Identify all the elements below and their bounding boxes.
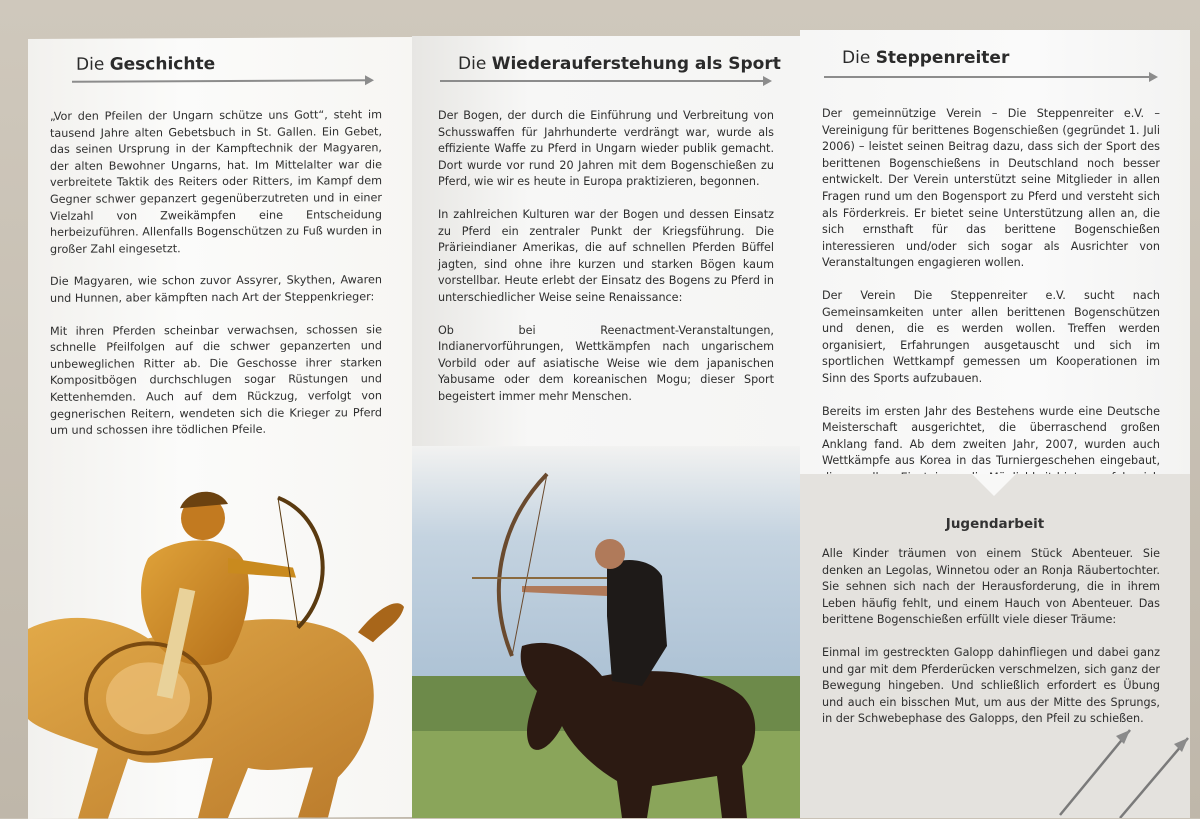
heading-wiederauferstehung: Die Wiederauferstehung als Sport [458,54,781,74]
heading-rule [824,76,1156,78]
paragraph: Bereits im ersten Jahr des Bestehens wurde eine Deutsche Meisterschaft ausgerichtet, die überraschend großen Anklang fand. Ab dem zweiten Jahr, 2007, wurden auch Wettkämpfe aus Korea in das Turniergeschehen eingebaut, [822,404,1160,468]
panel-steppenreiter [800,30,1190,818]
paragraph: „Vor den Pfeilen der Ungarn schütze uns Gott“, steht im tausend Jahre alten Gebetsbuch in St. Gallen. Ein Gebet, das seinen Ursprung in der Kampftechnik der Magyaren, der alten Bewohner Ungarns, hat. Im Mittelalter war die verbreitete Taktik des Reiters oder Ritters, im Kampf dem Gegner schwer gepanzert gegenüberzutreten und in einer Vielzahl von Zweikämpfen eine Entscheidung herbeizuführen. Allenfalls Bogenschützen zu Fuß wurden in großer Zahl eingesetzt. [50,108,382,256]
paragraph: Mit ihren Pferden scheinbar verwachsen, schossen sie schnelle Pfeilfolgen auf die schwer gepanzerten und unbeweglichen Ritter ab. Die Geschosse ihrer starken Kompositbögen durchschlugen sogar Rüstungen und Kettenhemden. Auch auf dem Rückzug, verfolgt von gegnerischen Reitern, wendeten sich die Krieger zu Pferd um und schossen ihre tödlichen Pfeile. [50,322,382,437]
body-text [822,106,1160,519]
heading-steppenreiter: Die Steppenreiter [842,48,1010,68]
jugendarbeit-text [822,546,1160,744]
paragraph: Der gemeinnützige Verein – Die Steppenreiter e.V. – Vereinigung für berittenes Bogenschießen (gegründet 1. Juli 2006) – leistet seinen Beitrag dazu, dass sich der Sport des berittenen Bogenschießens in Deutschland noch besser entwickelt. Der Verein unterstützt seine Mitglieder in allen Fragen rund um den Bogensport zu Pferd und versteht sich als Förderkreis. Er bietet seine Unterstützung allen an, die sich ernsthaft für das berittene Bogenschießen interessieren und/oder sich sogar als Ausrichter von Veranstaltungen engagieren wollen. [822,107,1160,270]
heading-geschichte: Die Geschichte [76,54,216,75]
arrows-icon [1050,720,1190,818]
mounted-archer-illustration [28,437,414,819]
paragraph: Einmal im gestreckten Galopp dahinfliegen und dabei ganz und gar mit dem Pferderücken verschmelzen, sich ganz der Bewegung hingeben. Und schließlich erfordert es Übung und auch ein bisschen Mut, um aus der Mitte des Sprungs, in der Schwebephase des Galopps, den Pfeil zu schießen. [822,645,1160,726]
heading-rule [440,80,770,82]
body-text [438,108,774,422]
horseback-archer-photo [412,446,802,818]
paragraph: Der Verein Die Steppenreiter e.V. sucht nach Gemeinsamkeiten unter allen berittenen Bogenschützen und denen, die es werden wollen. Treffen werden organisiert, Erfahrungen ausgetauscht und sich im sportlichen Wettkampf gemessen um Kooperationen im Sinn des Sports aufzubauen. [822,288,1160,385]
body-text [50,107,382,455]
panel-geschichte [28,37,414,819]
heading-jugendarbeit: Jugendarbeit [945,516,1045,532]
paragraph: Alle Kinder träumen von einem Stück Abenteuer. Sie denken an Legolas, Winnetou oder an Ronja Räubertochter. Sie sehnen sich nach der Herausforderung, die in ihrem Leben häufig fehlt, und einem Hauch von Abenteuer. Das berittene Bogenschießen erfüllt viele dieser Träume: [822,547,1160,627]
box-notch [972,474,1016,496]
paragraph: Ob bei Reenactment-Veranstaltungen, Indianervorführungen, Wettkämpfen nach ungarischem Vorbild oder auf asiatische Weise wie dem japanischen Yabusame oder dem koreanischen Mogu; dieser Sport begeistert immer mehr Menschen. [438,323,774,403]
paragraph: Der Bogen, der durch die Einführung und Verbreitung von Schusswaffen für Jahrhunderte verdrängt war, wurde als effiziente Waffe zu Pferd in Ungarn wieder publik gemacht. Dort wurde vor rund 20 Jahren mit dem Bogenschießen zu Pferd, wie wir es heute in Europa praktizieren, begonnen. [438,109,774,189]
paragraph: Die Magyaren, wie schon zuvor Assyrer, Skythen, Awaren und Hunnen, aber kämpften nach Art der Steppenkrieger: [50,273,382,305]
panel-wiederauferstehung [412,36,802,818]
paragraph: In zahlreichen Kulturen war der Bogen und dessen Einsatz zu Pferd ein zentraler Punkt der Kriegsführung. Die Präriеindianer Amerikas, die auf schnellen Pferden Büffel jagten, sind ohne ihre kurzen und starken Bögen kaum vorstellbar. Heute erlebt der Einsatz des Bogens zu Pferd in unterschiedlicher Weise seine Renaissance: [438,207,774,304]
heading-rule [72,79,372,83]
